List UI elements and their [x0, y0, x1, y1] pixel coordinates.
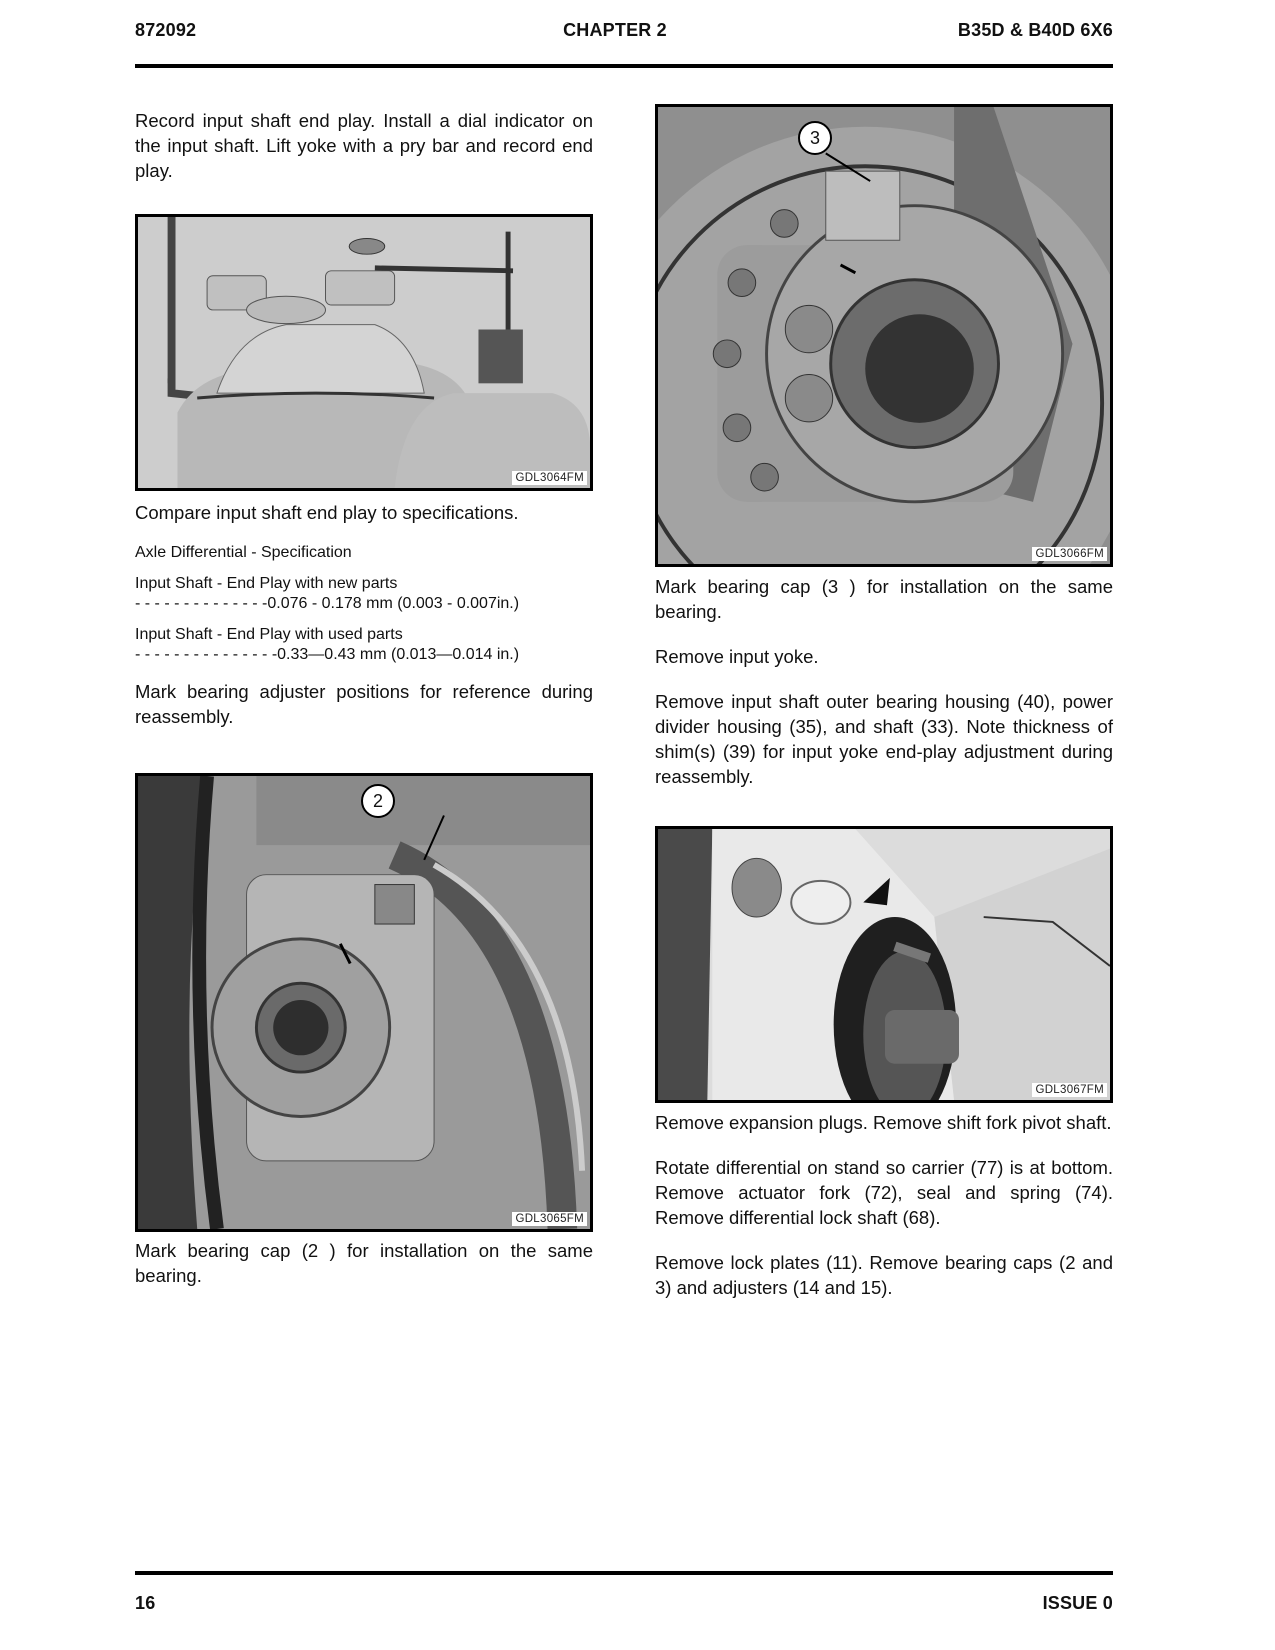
left-intro-block [135, 108, 593, 183]
figure-bearing-cap-3 [655, 104, 1113, 567]
chapter-title: CHAPTER 2 [563, 20, 667, 40]
figure-code: GDL3067FM [1032, 1083, 1107, 1097]
spec-block [135, 500, 593, 729]
remove-yoke-paragraph: Remove input yoke. [655, 646, 819, 667]
issue-label: ISSUE 0 [1042, 1593, 1113, 1613]
spec-label: Input Shaft - End Play with new parts [135, 575, 398, 592]
remove-lock-paragraph: Remove lock plates (11). Remove bearing caps (2 and 3) and adjusters (14 and 15). [655, 1252, 1113, 1298]
document-number: 872092 [135, 20, 197, 40]
model-title: B35D & B40D 6X6 [957, 20, 1113, 40]
figure-code: GDL3066FM [1032, 547, 1107, 561]
spec-title: Axle Differential - Specification [135, 544, 352, 561]
spec-value: - - - - - - - - - - - - - -0.076 - 0.178 mm (0.003 - 0.007in.) [135, 595, 520, 612]
figure-code: GDL3065FM [512, 1212, 587, 1226]
mark-adjuster-paragraph: Mark bearing adjuster positions for reference during reassembly. [135, 681, 593, 727]
left-bottom-block [135, 1238, 593, 1288]
right-bottom-block [655, 1110, 1113, 1300]
compare-paragraph: Compare input shaft end play to specifications. [135, 502, 519, 523]
mark-cap2-paragraph: Mark bearing cap (2 ) for installation on the same bearing. [135, 1240, 593, 1286]
figure-dial-indicator [135, 214, 593, 491]
right-middle-block [655, 574, 1113, 789]
spec-item [135, 574, 593, 614]
figure-bearing-cap-2 [135, 773, 593, 1232]
expansion-plugs-photo [658, 829, 1110, 1100]
bearing-cap-2-photo [138, 776, 590, 1229]
callout-3: 3 [798, 121, 832, 155]
spec-item [135, 625, 593, 665]
dial-indicator-photo [138, 217, 590, 488]
callout-2: 2 [361, 784, 395, 818]
spec-value: - - - - - - - - - - - - - - -0.33—0.43 mm (0.013—0.014 in.) [135, 646, 520, 663]
intro-paragraph: Record input shaft end play. Install a dial indicator on the input shaft. Lift yoke with a pry bar and record end play. [135, 110, 593, 181]
rotate-paragraph: Rotate differential on stand so carrier (77) is at bottom. Remove actuator fork (72), seal and spring (74). Remove differential lock shaft (68). [655, 1157, 1113, 1228]
figure-code: GDL3064FM [512, 471, 587, 485]
spec-label: Input Shaft - End Play with used parts [135, 626, 403, 643]
header-rule [135, 64, 1113, 68]
bearing-cap-3-photo [658, 107, 1110, 564]
figure-expansion-plugs [655, 826, 1113, 1103]
footer-rule [135, 1571, 1113, 1575]
remove-plugs-paragraph: Remove expansion plugs. Remove shift fork pivot shaft. [655, 1112, 1112, 1133]
remove-housing-paragraph: Remove input shaft outer bearing housing (40), power divider housing (35), and shaft (33). Note thickness of shim(s) (39) for input yoke end-play adjustment during reassembly. [655, 691, 1113, 787]
page-number: 16 [135, 1593, 156, 1613]
mark-cap3-paragraph: Mark bearing cap (3 ) for installation on the same bearing. [655, 576, 1113, 622]
